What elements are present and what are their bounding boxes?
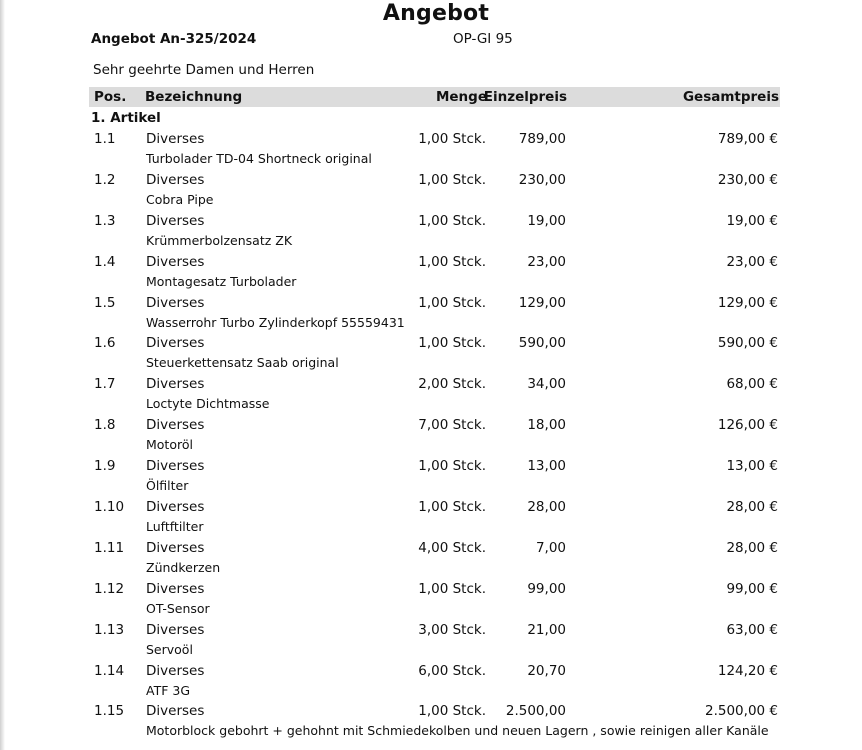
table-row — [0, 373, 862, 414]
item-quantity: 1,00 Stck. — [418, 253, 486, 270]
item-detail: OT-Sensor — [146, 600, 210, 616]
item-total-price: 13,00 € — [726, 458, 778, 475]
item-unit-price: 20,70 — [527, 662, 566, 679]
section-title: 1. Artikel — [91, 110, 161, 126]
item-unit-price: 28,00 — [527, 499, 566, 516]
item-name: Diverses — [146, 294, 205, 311]
item-name: Diverses — [146, 458, 205, 475]
item-quantity: 7,00 Stck. — [418, 417, 486, 434]
item-quantity: 1,00 Stck. — [418, 335, 486, 352]
header-description: Bezeichnung — [145, 89, 243, 105]
item-name: Diverses — [146, 253, 205, 270]
table-row — [0, 414, 862, 455]
item-name: Diverses — [146, 580, 205, 597]
item-total-price: 68,00 € — [726, 376, 778, 393]
item-detail: Steuerkettensatz Saab original — [146, 355, 339, 371]
item-detail: Turbolader TD-04 Shortneck original — [146, 151, 372, 166]
item-unit-price: 13,00 — [527, 458, 566, 475]
item-quantity: 4,00 Stck. — [418, 539, 486, 556]
item-pos: 1.3 — [94, 212, 116, 229]
item-pos: 1.15 — [94, 703, 125, 720]
item-name: Diverses — [146, 539, 205, 556]
item-quantity: 1,00 Stck. — [418, 171, 486, 188]
item-total-price: 590,00 € — [717, 335, 778, 352]
item-pos: 1.12 — [94, 580, 125, 597]
item-unit-price: 99,00 — [527, 580, 566, 597]
item-total-price: 230,00 € — [717, 171, 778, 188]
item-pos: 1.1 — [94, 131, 116, 147]
item-pos: 1.10 — [94, 499, 125, 516]
item-unit-price: 129,00 — [518, 294, 566, 311]
header-quantity: Menge — [435, 89, 487, 105]
item-unit-price: 2.500,00 — [505, 703, 566, 720]
item-name: Diverses — [146, 621, 205, 638]
item-total-price: 126,00 € — [717, 417, 778, 434]
item-pos: 1.13 — [94, 621, 125, 638]
item-name: Diverses — [146, 417, 205, 434]
item-quantity: 1,00 Stck. — [418, 212, 486, 229]
item-name: Diverses — [146, 499, 205, 516]
table-row — [0, 251, 862, 292]
item-total-price: 2.500,00 € — [705, 703, 778, 720]
item-name: Diverses — [146, 662, 205, 679]
item-total-price: 19,00 € — [726, 212, 778, 229]
table-row — [0, 496, 862, 537]
item-name: Diverses — [146, 376, 205, 393]
header-total-price: Gesamtpreis — [682, 89, 779, 105]
item-unit-price: 230,00 — [518, 171, 566, 188]
item-pos: 1.9 — [94, 458, 116, 475]
item-total-price: 28,00 € — [726, 499, 778, 516]
item-detail: Krümmerbolzensatz ZK — [146, 232, 293, 248]
item-detail: Luftftilter — [146, 519, 204, 535]
item-quantity: 1,00 Stck. — [418, 703, 486, 720]
line-items — [0, 128, 862, 741]
item-unit-price: 34,00 — [527, 376, 566, 393]
header-unit-price: Einzelpreis — [483, 89, 567, 105]
item-detail: Montagesatz Turbolader — [146, 273, 297, 289]
item-name: Diverses — [146, 171, 205, 188]
item-detail: Motorblock gebohrt + gehohnt mit Schmiedekolben und neuen Lagern , sowie reinigen aller Kanäle — [146, 723, 769, 739]
item-unit-price: 789,00 — [518, 131, 566, 147]
item-quantity: 3,00 Stck. — [418, 621, 486, 638]
item-name: Diverses — [146, 335, 205, 352]
item-pos: 1.11 — [94, 539, 125, 556]
item-quantity: 2,00 Stck. — [418, 376, 486, 393]
item-pos: 1.5 — [94, 294, 116, 311]
table-row — [0, 128, 862, 169]
item-quantity: 1,00 Stck. — [418, 499, 486, 516]
item-quantity: 6,00 Stck. — [418, 662, 486, 679]
item-total-price: 129,00 € — [717, 294, 778, 311]
item-name: Diverses — [146, 131, 205, 147]
item-unit-price: 21,00 — [527, 621, 566, 638]
salutation: Sehr geehrte Damen und Herren — [93, 62, 315, 78]
table-row — [0, 292, 862, 333]
item-pos: 1.6 — [94, 335, 116, 352]
item-quantity: 1,00 Stck. — [418, 131, 486, 147]
item-unit-price: 19,00 — [527, 212, 566, 229]
offer-number: Angebot An-325/2024 — [91, 31, 257, 47]
item-detail: Cobra Pipe — [146, 191, 214, 207]
item-total-price: 789,00 € — [717, 131, 778, 147]
table-header — [89, 87, 780, 107]
item-detail: Ölfilter — [146, 478, 189, 494]
table-row — [0, 660, 862, 701]
item-unit-price: 18,00 — [527, 417, 566, 434]
table-row — [0, 455, 862, 496]
item-detail: Motoröl — [146, 437, 193, 453]
item-pos: 1.8 — [94, 417, 116, 434]
document-title: Angebot — [382, 1, 490, 26]
item-total-price: 28,00 € — [726, 539, 778, 556]
item-total-price: 23,00 € — [726, 253, 778, 270]
header-pos: Pos. — [94, 89, 127, 105]
item-total-price: 99,00 € — [726, 580, 778, 597]
item-detail: Loctyte Dichtmasse — [146, 396, 270, 412]
table-row — [0, 169, 862, 210]
item-unit-price: 7,00 — [535, 539, 566, 556]
item-quantity: 1,00 Stck. — [418, 580, 486, 597]
table-row — [0, 619, 862, 660]
item-detail: Wasserrohr Turbo Zylinderkopf 55559431 — [146, 314, 405, 330]
offer-reference: OP-GI 95 — [453, 31, 513, 47]
item-unit-price: 590,00 — [518, 335, 566, 352]
item-pos: 1.2 — [94, 171, 116, 188]
table-row — [0, 332, 862, 373]
item-name: Diverses — [146, 703, 205, 720]
table-row — [0, 578, 862, 619]
table-row — [0, 700, 862, 741]
item-detail: Servoöl — [146, 641, 193, 657]
item-pos: 1.4 — [94, 253, 116, 270]
item-quantity: 1,00 Stck. — [418, 294, 486, 311]
item-quantity: 1,00 Stck. — [418, 458, 486, 475]
item-detail: Zündkerzen — [146, 559, 221, 575]
table-row — [0, 537, 862, 578]
item-detail: ATF 3G — [146, 682, 191, 698]
table-row — [0, 210, 862, 251]
item-pos: 1.7 — [94, 376, 116, 393]
item-pos: 1.14 — [94, 662, 125, 679]
item-total-price: 124,20 € — [717, 662, 778, 679]
item-name: Diverses — [146, 212, 205, 229]
item-unit-price: 23,00 — [527, 253, 566, 270]
item-total-price: 63,00 € — [726, 621, 778, 638]
